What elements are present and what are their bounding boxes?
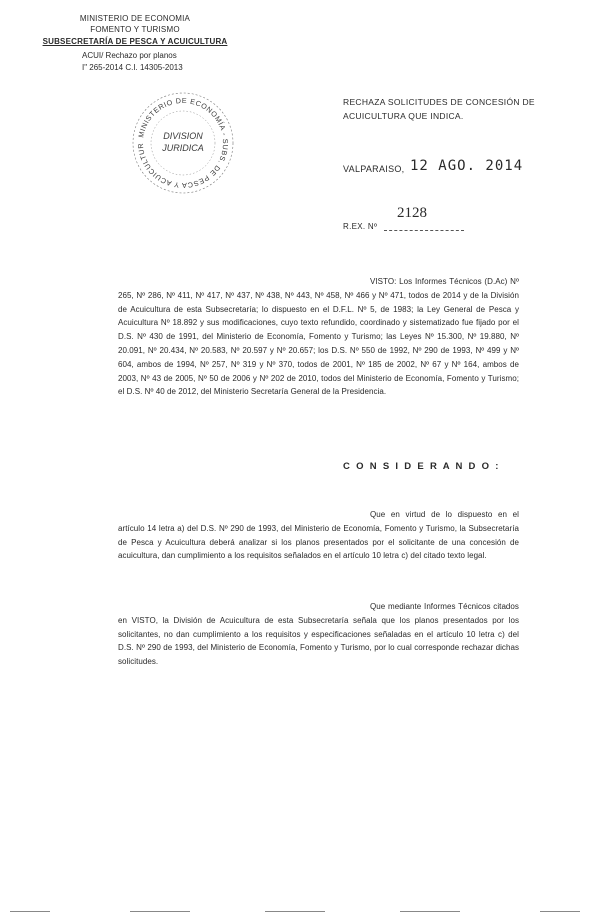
stamp-center-line-1: DIVISION (163, 131, 203, 141)
ministry-subtitle: FOMENTO Y TURISMO (90, 25, 180, 34)
resolution-number: 2128 (397, 205, 427, 221)
date-place: VALPARAISO, (343, 164, 405, 174)
date-value: 12 AGO. 2014 (410, 158, 524, 174)
resolution-number-line (384, 230, 464, 231)
visto-paragraph: VISTO: Los Informes Técnicos (D.Ac) Nº 265, Nº 286, Nº 411, Nº 417, Nº 437, Nº 438, Nº 443, Nº 458, Nº 466 y Nº 471, todos de 2014 y de la División de Acuicultura de esta Subsecretaría; lo dispuesto en el D.F.L. Nº 5, de 1983; la Ley General de Pesca y Acuicultura Nº 18.892 y sus modificaciones, cuyo texto refundido, coordinado y sistematizado fue fijado por el D.S. Nº 430 de 1991, del Ministerio de Economía, Fomento y Turismo; las Leyes Nº 15.300, Nº 19.880, Nº 20.091, Nº 20.434, Nº 20.583, Nº 20.597 y Nº 20.657; los D.S. Nº 550 de 1992, Nº 290 de 1993, Nº 499 y Nº 604, ambos de 1994, Nº 257, Nº 319 y Nº 370, todos de 2001, Nº 185 de 2002, Nº 67 y Nº 164, ambos de 2003, Nº 43 de 2005, Nº 50 de 2006 y Nº 202 de 2010, todos del Ministerio de Economía, Fomento y Turismo; el D.S. Nº 40 de 2012, del Ministerio Secretaría General de la Presidencia. (118, 277, 519, 397)
stamp-center-line-2: JURIDICA (162, 143, 204, 153)
scan-mark (265, 911, 325, 912)
scan-mark (130, 911, 190, 912)
stamp-ring-text: MINISTERIO DE ECONOMÍA - SUBS. DE PESCA Y ACUICULTUR (135, 95, 231, 191)
ministry-name: MINISTERIO DE ECONOMIA (79, 14, 191, 23)
subject-line-2: ACUICULTURA QUE INDICA. (343, 111, 464, 121)
considerando-paragraph-2: Que mediante Informes Técnicos citados en VISTO, la División de Acuicultura de esta Subsecretaría señala que los planos presentados por los solicitantes, no dan cumplimiento a los requisitos y especificaciones señaladas en el artículo 10 letra c) del D.S. Nº 290 de 1993, del Ministerio de Economía, Fomento y Turismo, por lo cual corresponde rechazar dichas solicitudes. (118, 602, 519, 667)
scan-mark (10, 911, 50, 912)
considerando-heading: C O N S I D E R A N D O : (343, 461, 501, 472)
reference-line-1: ACUI/ Rechazo por planos (82, 51, 177, 60)
reference-line-2: I" 265-2014 C.I. 14305-2013 (82, 63, 183, 72)
legal-division-stamp (128, 88, 238, 198)
resolution-label: R.EX. Nº (343, 222, 378, 231)
subject-line-1: RECHAZA SOLICITUDES DE CONCESIÓN DE (343, 97, 535, 107)
undersecretariat-name: SUBSECRETARÍA DE PESCA Y ACUICULTURA (42, 37, 228, 46)
considerando-paragraph-1: Que en virtud de lo dispuesto en el artículo 14 letra a) del D.S. Nº 290 de 1993, del Ministerio de Economía, Fomento y Turismo, la Subsecretaría de Pesca y Acuicultura deberá analizar si los planos presentados por el solicitante de una concesión de acuicultura, dan cumplimiento a los requisitos señalados en el artículo 10 letra c) del citado texto legal. (118, 510, 519, 561)
scan-mark (400, 911, 460, 912)
scan-mark (540, 911, 580, 912)
